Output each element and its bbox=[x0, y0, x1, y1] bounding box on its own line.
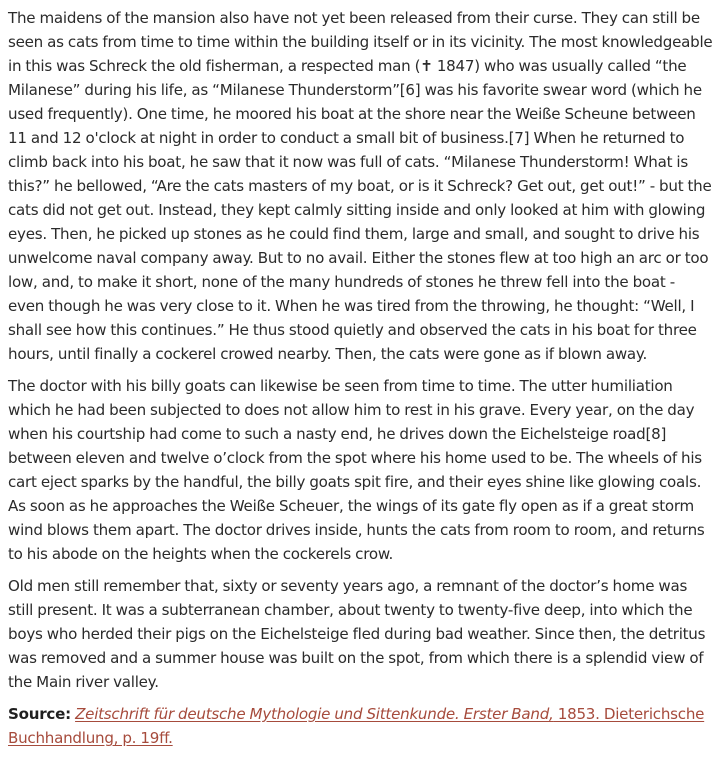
source-publisher: 1853. Dieterichsche Buchhandlung, p. 19ff. bbox=[8, 705, 705, 747]
paragraph-doctor-goats: The doctor with his billy goats can likewise be seen from time to time. The utter humiliation which he had been subjected to does not allow him to rest in his grave. Every year, on the day when his courtship had come to such a nasty end, he drives down the Eichelsteige road[8] between eleven and twelve o’clock from the spot where his home used to be. The wheels of his cart eject sparks by the handful, the billy goats spit fire, and their eyes shine like glowing coals. As soon as he approaches the Weiße Scheuer, the wings of its gate fly open as if a great storm wind blows them apart. The doctor drives inside, hunts the cats from room to room, and returns to his abode on the heights when the cockerels crow. bbox=[8, 377, 705, 563]
source-title: Zeitschrift für deutsche Mythologie und Sittenkunde. Erster Band, bbox=[75, 705, 554, 723]
paragraph-doctor-home: Old men still remember that, sixty or seventy years ago, a remnant of the doctor’s home was still present. It was a subterranean chamber, about twenty to twenty-five deep, into which the boys who herded their pigs on the Eichelsteige fled during bad weather. Since then, the detritus was removed and a summer house was built on the spot, from which there is a splendid view of the Main river valley. bbox=[8, 577, 706, 691]
source-citation bbox=[8, 702, 714, 750]
source-label: Source: bbox=[8, 705, 71, 723]
paragraph-cats-curse: The maidens of the mansion also have not yet been released from their curse. They can still be seen as cats from time to time within the building itself or in its vicinity. The most knowledgeable in this was Schreck the old fisherman, a respected man (✝ 1847) who was usually called “the Milanese” during his life, as “Milanese Thunderstorm”[6] was his favorite swear word (which he used frequently). One time, he moored his boat at the shore near the Weiße Scheune between 11 and 12 o'clock at night in order to conduct a small bit of business.[7] When he returned to climb back into his boat, he saw that it now was full of cats. “Milanese Thunderstorm! What is this?” he bellowed, “Are the cats masters of my boat, or is it Schreck? Get out, get out!” - but the cats did not get out. Instead, they kept calmly sitting inside and only looked at him with glowing eyes. Then, he picked up stones as he could find them, large and small, and sought to drive his unwelcome naval company away. But to no avail. Either the stones flew at too high an arc or too low, and, to make it short, none of the many hundreds of stones he threw fell into the boat - even though he was very close to it. When he was tired from the throwing, he thought: “Well, I shall see how this continues.” He thus stood quietly and observed the cats in his boat for three hours, until finally a cockerel crowed nearby. Then, the cats were gone as if blown away. bbox=[8, 9, 713, 363]
source-link[interactable] bbox=[8, 705, 704, 747]
